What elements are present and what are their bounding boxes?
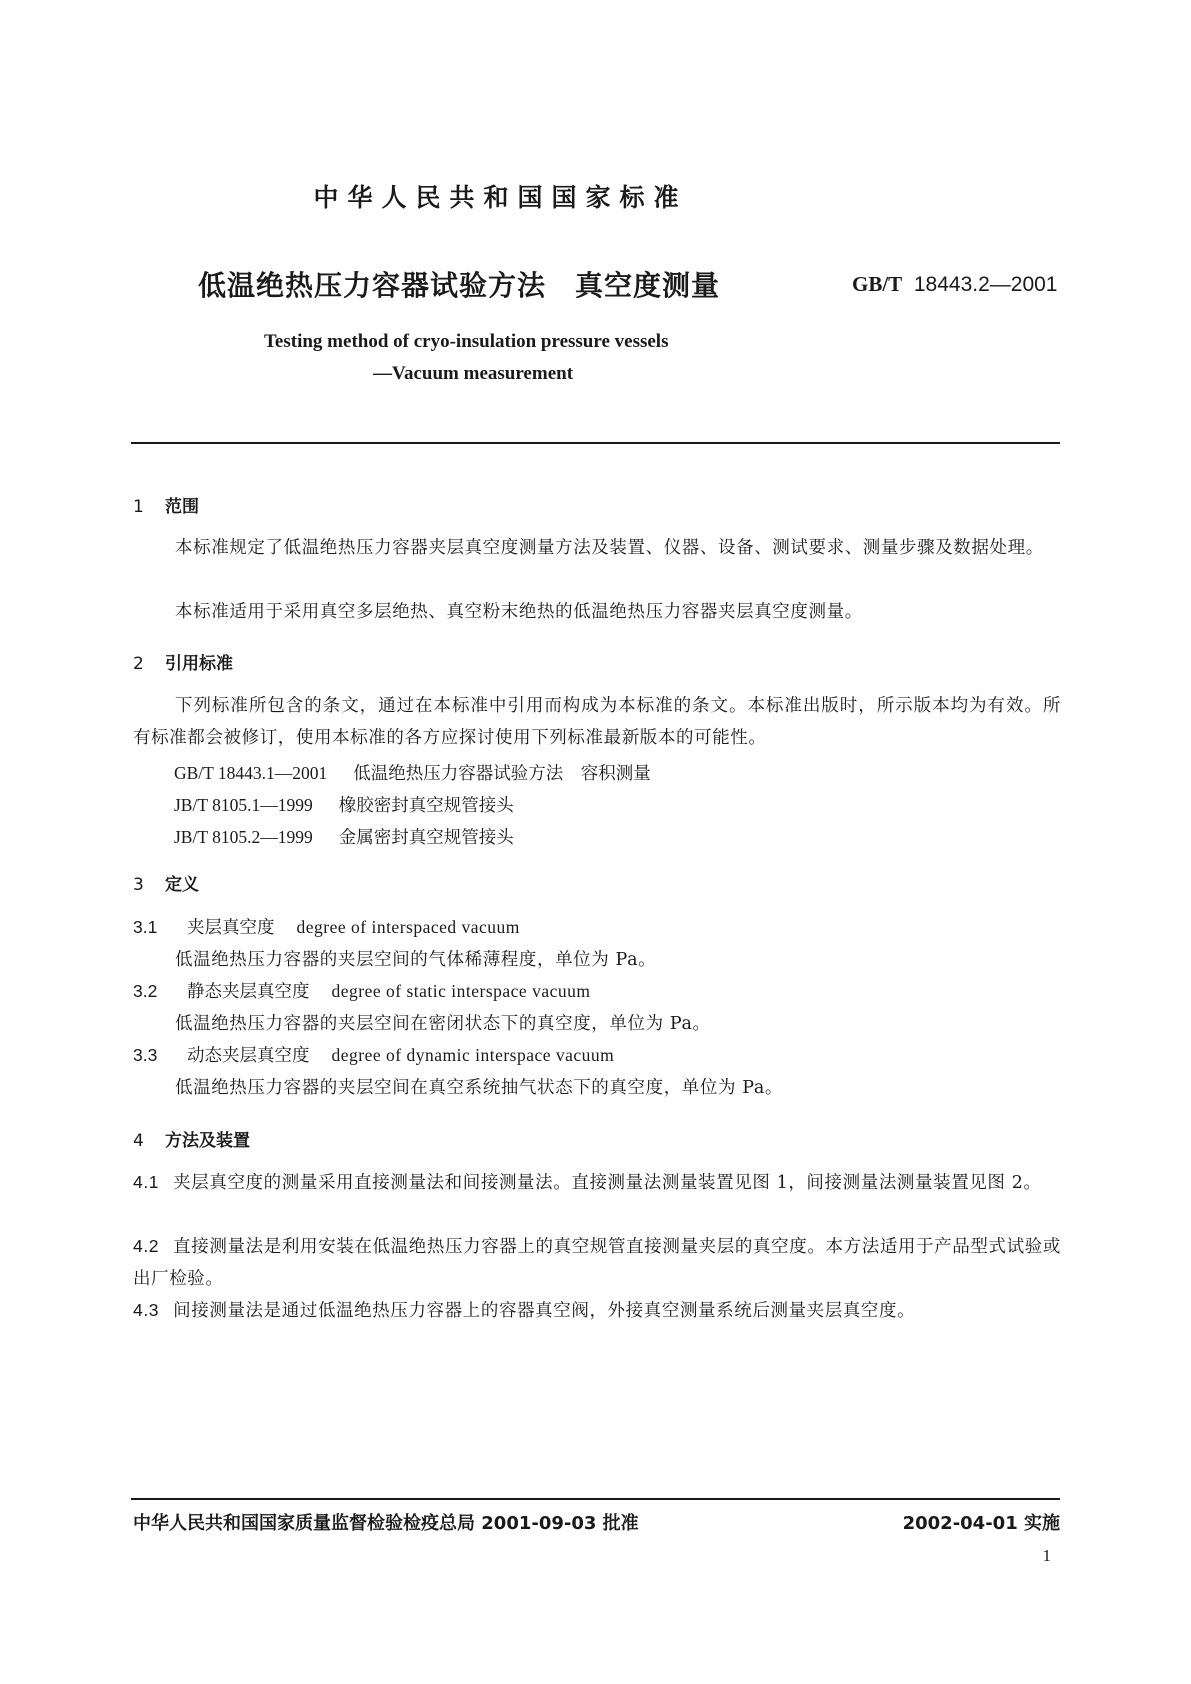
reference-title: 金属密封真空规管接头 — [338, 828, 514, 848]
reference-code: JB/T 8105.2—1999 — [174, 827, 313, 847]
clause-number: 4.3 — [133, 1300, 160, 1320]
national-standard-label: 中华人民共和国国家标准 — [313, 183, 688, 212]
reference-item — [174, 824, 514, 849]
term-english: degree of dynamic interspace vacuum — [331, 1045, 615, 1065]
section-number: 1 — [133, 497, 144, 517]
section-title: 范围 — [165, 497, 199, 517]
document-title-en-line1: Testing method of cryo-insulation pressure vessels — [264, 331, 669, 352]
reference-item — [174, 792, 514, 817]
reference-title: 低温绝热压力容器试验方法 容积测量 — [353, 764, 651, 784]
section-2-paragraph-1: 下列标准所包含的条文，通过在本标准中引用而构成为本标准的条文。本标准出版时，所示版本均为有效。所有标准都会被修订，使用本标准的各方应探讨使用下列标准最新版本的可能性。 — [133, 696, 1061, 748]
section-3-heading — [133, 870, 199, 895]
section-1-heading — [133, 492, 199, 517]
term-3-2 — [133, 978, 590, 1003]
section-4-heading — [133, 1126, 250, 1151]
clause-text: 间接测量法是通过低温绝热压力容器上的容器真空阀，外接真空测量系统后测量夹层真空度。 — [173, 1301, 916, 1321]
term-english: degree of interspaced vacuum — [296, 917, 520, 937]
term-number: 3.1 — [133, 917, 158, 937]
term-number: 3.2 — [133, 981, 158, 1001]
section-2-heading — [133, 649, 233, 674]
clause-4-3 — [133, 1294, 1061, 1327]
document-title-en-line2: —Vacuum measurement — [373, 363, 574, 384]
header-divider — [131, 442, 1060, 444]
term-3-1 — [133, 914, 520, 939]
section-1-paragraph-1: 本标准规定了低温绝热压力容器夹层真空度测量方法及装置、仪器、设备、测试要求、测量步骤及数据处理。 — [175, 538, 1044, 558]
term-definition: 低温绝热压力容器的夹层空间在密闭状态下的真空度，单位为 Pa。 — [175, 1014, 711, 1034]
clause-text: 直接测量法是利用安装在低温绝热压力容器上的真空规管直接测量夹层的真空度。本方法适用于产品型式试验或出厂检验。 — [133, 1237, 1061, 1289]
term-number: 3.3 — [133, 1045, 158, 1065]
term-3-3 — [133, 1042, 614, 1067]
implementation-date: 2002-04-01 实施 — [902, 1513, 1060, 1534]
approval-statement: 中华人民共和国国家质量监督检验检疫总局 2001-09-03 批准 — [133, 1513, 639, 1534]
footer-divider — [131, 1498, 1060, 1500]
clause-4-2 — [133, 1230, 1061, 1295]
section-number: 3 — [133, 875, 144, 895]
section-title: 定义 — [165, 875, 199, 895]
clause-4-1 — [133, 1166, 1061, 1199]
reference-code: JB/T 8105.1—1999 — [174, 795, 313, 815]
section-title: 引用标准 — [165, 654, 233, 674]
standard-code: 18443.2—2001 — [913, 273, 1058, 296]
page-number: 1 — [1042, 1546, 1051, 1565]
term-definition: 低温绝热压力容器的夹层空间的气体稀薄程度，单位为 Pa。 — [175, 950, 657, 970]
reference-code: GB/T 18443.1—2001 — [174, 763, 328, 783]
clause-text: 夹层真空度的测量采用直接测量法和间接测量法。直接测量法测量装置见图 1，间接测量法测量装置见图 2。 — [173, 1173, 1042, 1193]
term-name: 动态夹层真空度 — [187, 1046, 310, 1066]
section-number: 2 — [133, 654, 144, 674]
reference-item — [174, 760, 651, 785]
standard-number — [852, 272, 1058, 297]
section-1-paragraph-2: 本标准适用于采用真空多层绝热、真空粉末绝热的低温绝热压力容器夹层真空度测量。 — [175, 602, 863, 622]
term-definition: 低温绝热压力容器的夹层空间在真空系统抽气状态下的真空度，单位为 Pa。 — [175, 1078, 783, 1098]
document-title-cn: 低温绝热压力容器试验方法 真空度测量 — [198, 269, 721, 302]
term-name: 静态夹层真空度 — [187, 982, 310, 1002]
clause-number: 4.1 — [133, 1172, 160, 1192]
clause-number: 4.2 — [133, 1236, 160, 1256]
standard-prefix: GB/T — [852, 272, 903, 296]
section-number: 4 — [133, 1131, 144, 1151]
reference-title: 橡胶密封真空规管接头 — [338, 796, 514, 816]
term-name: 夹层真空度 — [187, 918, 275, 938]
term-english: degree of static interspace vacuum — [331, 981, 591, 1001]
section-title: 方法及装置 — [165, 1131, 250, 1151]
